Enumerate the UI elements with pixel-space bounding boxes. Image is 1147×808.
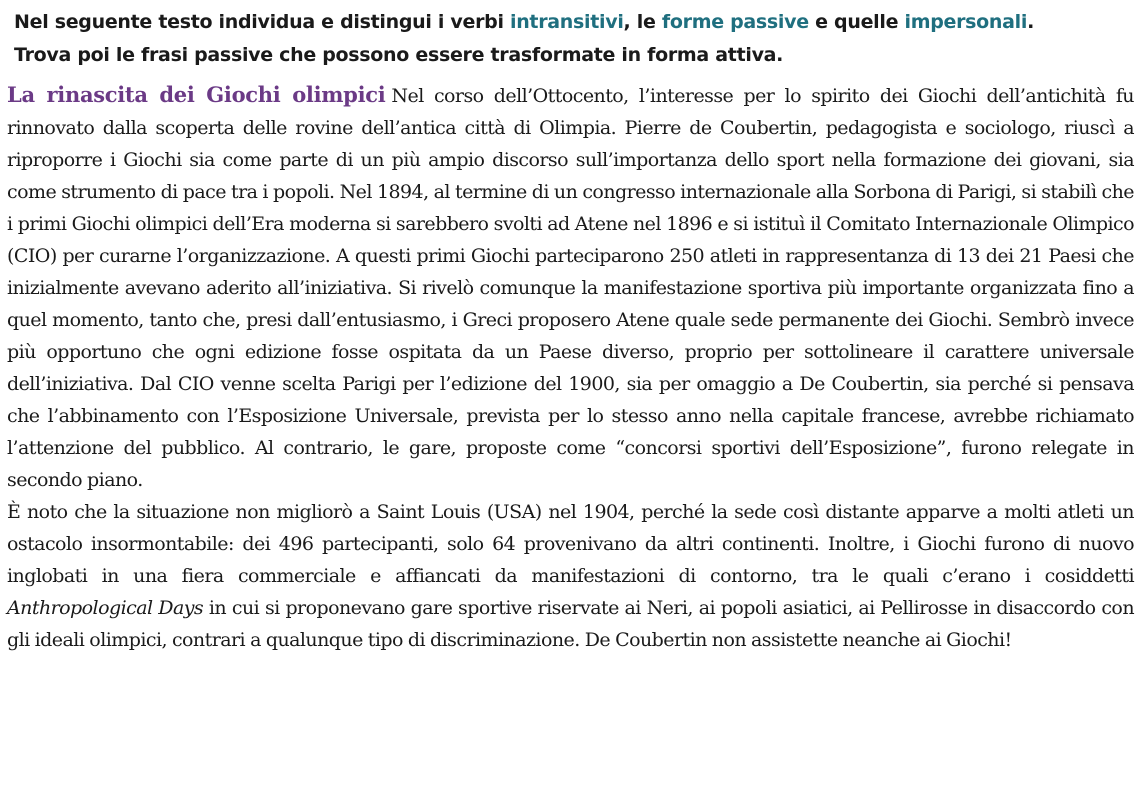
paragraph-1 [7,79,1134,496]
instruction-text: Nel seguente testo individua e distingui i verbi [14,11,510,33]
exercise-instructions [14,6,1134,72]
instruction-line-2: Trova poi le frasi passive che possono essere trasformate in forma attiva. [14,44,784,66]
term-impersonal: impersonali [904,11,1028,33]
instruction-text: e quelle [808,11,905,33]
instruction-text: , le [623,11,662,33]
paragraph-1-text: Nel corso dell’Ottocento, l’interesse per lo spirito dei Giochi dell’antichità fu rinnovato dalla scoperta delle rovine dell’antica città di Olimpia. Pierre de Coubertin, pedagogista e sociologo, riuscì a riproporre i Giochi sia come parte di un più ampio discorso sull’importanza dello sport nella formazione dei giovani, sia come strumento di pace tra i popoli. Nel 1894, al termine di un congresso internazionale alla Sorbona di Parigi, si stabilì che i primi Giochi olimpici dell’Era moderna si sarebbero svolti ad Atene nel 1896 e si istituì il Comitato Internazionale Olimpico (CIO) per curarne l’organizzazione. A questi primi Giochi parteciparono 250 atleti in rappresentanza di 13 dei 21 Paesi che inizialmente avevano aderito all’iniziativa. Si rivelò comunque la manifestazione sportiva più importante organizzata fino a quel momento, tanto che, presi dall’entusiasmo, i Greci proposero Atene quale sede permanente dei Giochi. Sembrò invece più opportuno che ogni edizione fosse ospitata da un Paese diverso, proprio per sottolineare il carattere universale dell’iniziativa. Dal CIO venne scelta Parigi per l’edizione del 1900, sia per omaggio a De Coubertin, sia perché si pensava che l’abbinamento con l’Esposizione Universale, prevista per lo stesso anno nella capitale francese, avrebbe richiamato l’attenzione del pubblico. Al contrario, le gare, proposte come “concorsi sportivi dell’Esposizione”, furono relegate in secondo piano. [7,85,1134,491]
paragraph-2 [7,496,1134,656]
paragraph-2-text-end: in cui si proponevano gare sportive riservate ai Neri, ai popoli asiatici, ai Pellirosse in disaccordo con gli ideali olimpici, contrari a qualunque tipo di discriminazione. De Coubertin non assistette neanche ai Giochi! [7,597,1135,651]
instruction-text: . [1027,11,1035,33]
paragraph-2-text: È noto che la situazione non migliorò a Saint Louis (USA) nel 1904, perché la sede così distante apparve a molti atleti un ostacolo insormontabile: dei 496 partecipanti, solo 64 provenivano da altri continenti. Inoltre, i Giochi furono di nuovo inglobati in una fiera commerciale e affiancati da manifestazioni di contorno, tra le quali c’erano i cosiddetti [7,501,1134,587]
term-intransitive: intransitivi [509,11,624,33]
italic-term: Anthropological Days [7,597,204,619]
passage-title: La rinascita dei Giochi olimpici [7,82,386,107]
passage-body [7,79,1134,656]
term-passive: forme passive [661,11,809,33]
instruction-line-1 [14,6,1134,39]
